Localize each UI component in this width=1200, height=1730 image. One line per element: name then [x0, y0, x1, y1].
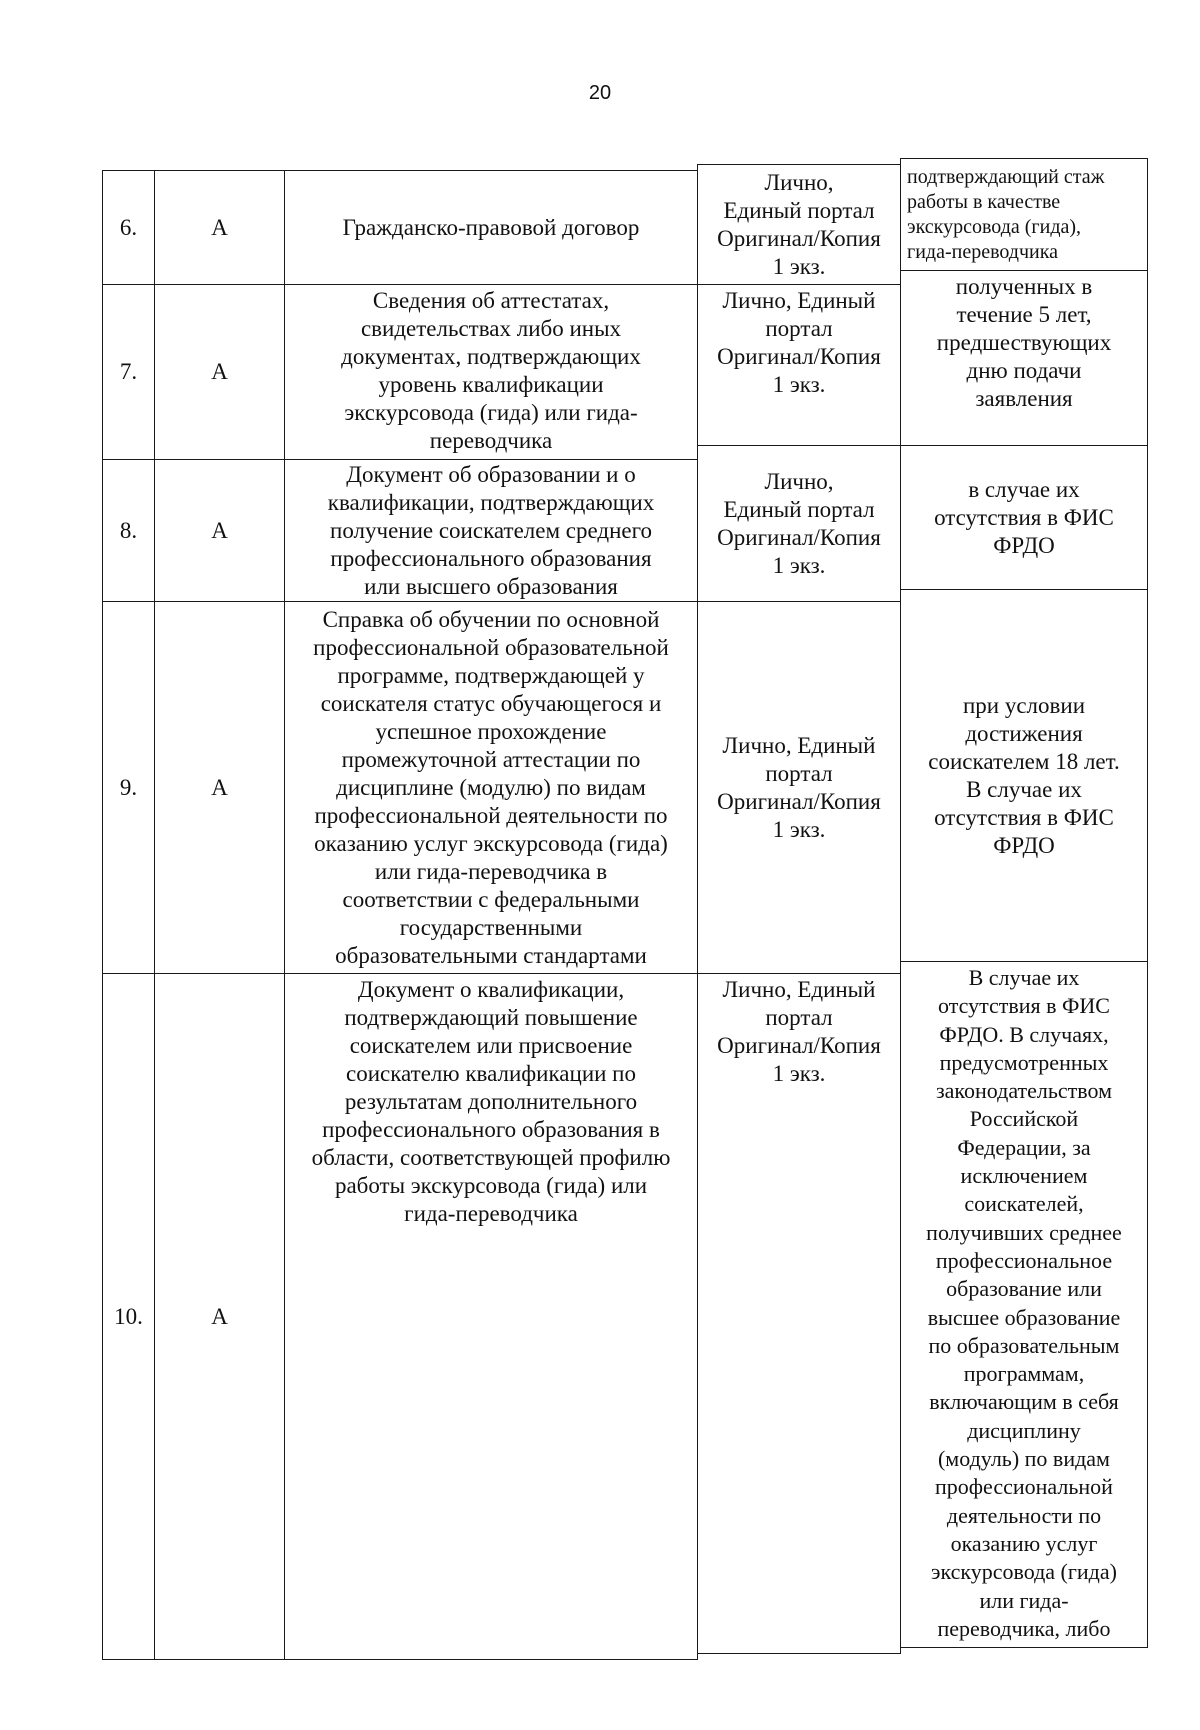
row-note: В случае их отсутствия в ФИС ФРДО. В случаях, предусмотренных законодательством Российской Федерации, за исключением соискателей, получивших среднее профессиональное образование или высшее образование по образовательным программам, включающим в себя дисциплину (модуль) по видам профессиональной деятельности по оказанию услуг экскурсовода (гида) или гида- переводчика, либо [900, 961, 1148, 1648]
row-number: 9. [102, 601, 155, 974]
row-submission: Лично, Единый портал Оригинал/Копия 1 экз. [697, 445, 901, 602]
row-submission: Лично, Единый портал Оригинал/Копия 1 экз. [697, 973, 901, 1654]
row-document: Документ о квалификации, подтверждающий повышение соискателем или присвоение соискателю квалификации по результатам дополнительного профессионального образования в области, соответствующей профилю работы экскурсовода (гида) или гида-переводчика [284, 973, 698, 1660]
row-document: Справка об обучении по основной профессиональной образовательной программе, подтверждающей у соискателя статус обучающегося и успешное прохождение промежуточной аттестации по дисциплине (модулю) по видам профессиональной деятельности по оказанию услуг экскурсовода (гида) или гида-переводчика в соответствии с федеральными государственными образовательными стандартами [284, 601, 698, 974]
row-document: Гражданско-правовой договор [284, 170, 698, 285]
row-note: полученных в течение 5 лет, предшествующих дню подачи заявления [900, 270, 1148, 446]
row-note: подтверждающий стаж работы в качестве экскурсовода (гида), гида-переводчика [900, 158, 1148, 271]
row-submission: Лично, Единый портал Оригинал/Копия 1 экз. [697, 164, 901, 285]
row-note: при условии достижения соискателем 18 лет. В случае их отсутствия в ФИС ФРДО [900, 589, 1148, 962]
row-number: 8. [102, 459, 155, 602]
row-submission: Лично, Единый портал Оригинал/Копия 1 экз. [697, 601, 901, 974]
row-document: Документ об образовании и о квалификации, подтверждающих получение соискателем среднего профессионального образования или высшего образования [284, 459, 698, 602]
row-number: 6. [102, 170, 155, 285]
row-category: А [154, 284, 285, 460]
row-note: в случае их отсутствия в ФИС ФРДО [900, 445, 1148, 590]
page-number: 20 [588, 82, 612, 104]
row-category: А [154, 601, 285, 974]
row-document: Сведения об аттестатах, свидетельствах либо иных документах, подтверждающих уровень квалификации экскурсовода (гида) или гида- переводчика [284, 284, 698, 460]
row-number: 10. [102, 973, 155, 1660]
row-category: А [154, 459, 285, 602]
row-category: А [154, 973, 285, 1660]
row-category: А [154, 170, 285, 285]
row-submission: Лично, Единый портал Оригинал/Копия 1 экз. [697, 284, 901, 446]
row-number: 7. [102, 284, 155, 460]
